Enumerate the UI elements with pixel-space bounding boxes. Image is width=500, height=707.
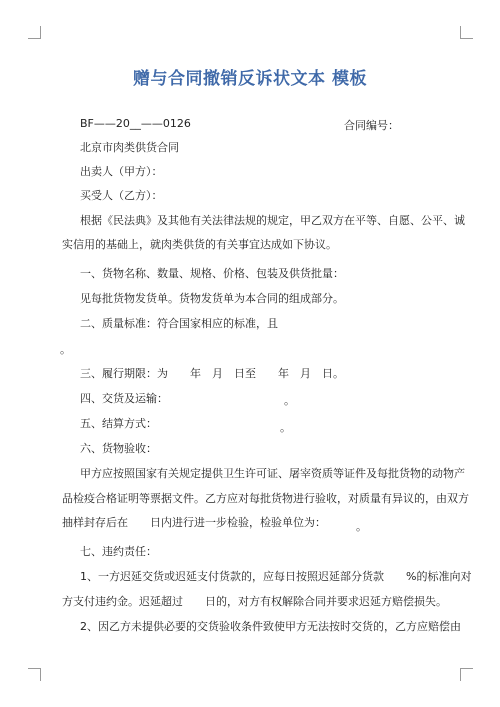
paragraph-line: 抽样封存后在 日内进行进一步检验，检验单位为：	[62, 516, 326, 529]
paragraph-line: 甲方应按照国家有关规定提供卫生许可证、屠宰资质等证件及每批货物的动物产	[80, 467, 465, 480]
document-code: BF——20__——0126	[80, 117, 191, 130]
paragraph-line: 见每批货物发货单。货物发货单为本合同的组成部分。	[80, 292, 344, 305]
paragraph-line: 方支付违约金。迟延超过 日的，对方有权解除合同并要求迟延方赔偿损失。	[62, 595, 447, 608]
clause-heading: 五、结算方式：	[80, 417, 157, 430]
clause-heading: 二、质量标准：符合国家相应的标准，且	[80, 317, 278, 330]
clause-heading: 六、货物验收：	[80, 442, 157, 455]
blank-period: 。	[280, 421, 291, 434]
paragraph-line: 1、一方迟延交货或迟延支付货款的，应每日按照迟延部分货款 %的标准向对	[80, 570, 472, 583]
paragraph-line: 2、因乙方未提供必要的交货验收条件致使甲方无法按时交货的，乙方应赔偿由	[80, 620, 461, 633]
crop-mark-bottom-right	[460, 668, 473, 681]
crop-mark-bottom-left	[28, 668, 41, 681]
clause-heading: 一、货物名称、数量、规格、价格、包装及供货批量：	[80, 267, 344, 280]
seller-line: 出卖人（甲方）：	[80, 165, 163, 178]
clause-heading: 四、交货及运输：	[80, 392, 168, 405]
blank-period: 。	[356, 520, 367, 533]
document-title: 赠与合同撤销反诉状文本 模板	[133, 69, 367, 89]
clause-heading: 七、违约责任：	[80, 545, 157, 558]
contract-number-label: 合同编号：	[344, 119, 399, 132]
paragraph-line: 。	[60, 343, 71, 356]
clause-heading: 三、履行期限：为 年 月 日至 年 月 日。	[80, 367, 344, 380]
paragraph-line: 根据《民法典》及其他有关法律法规的规定，甲乙双方在平等、自愿、公平、诚	[80, 214, 465, 227]
buyer-line: 买受人（乙方）：	[80, 189, 163, 202]
contract-name: 北京市肉类供货合同	[80, 141, 179, 154]
paragraph-line: 品检疫合格证明等票据文件。乙方应对每批货物进行验收，对质量有异议的，由双方	[62, 492, 469, 505]
crop-mark-top-left	[28, 26, 41, 39]
blank-period: 。	[284, 394, 295, 407]
crop-mark-top-right	[460, 26, 473, 39]
paragraph-line: 实信用的基础上，就肉类供货的有关事宜达成如下协议。	[62, 238, 337, 251]
